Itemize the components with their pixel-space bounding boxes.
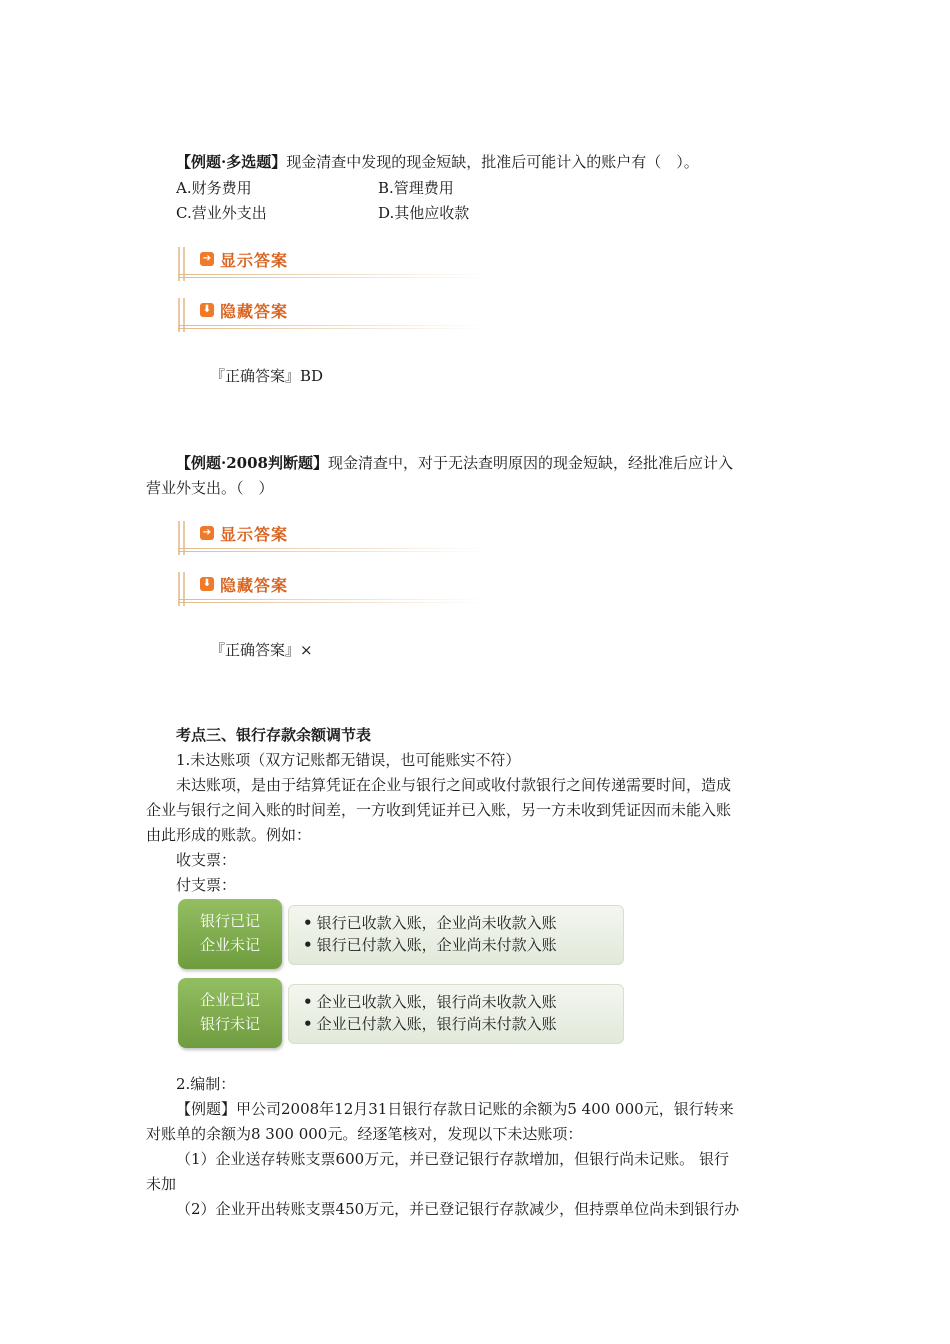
diagram-company-recorded — [178, 978, 624, 1048]
q1-option-b: B.管理费用 — [378, 179, 454, 197]
diagram-tag-line1: 企业已记 — [199, 991, 260, 1009]
compile-point1-line2: 未加 — [146, 1175, 177, 1193]
q1-hide-answer-button[interactable] — [178, 298, 488, 332]
q1-option-a: A.财务费用 — [176, 179, 252, 197]
q2-stem-line2: 营业外支出。（ ） — [146, 479, 274, 497]
arrow-right-icon: ➔ — [200, 252, 214, 266]
section-item1: 1.未达账项（双方记账都无错误，也可能账实不符） — [176, 751, 521, 769]
q2-stem-line1: 【例题·2008判断题】现金清查中，对于无法查明原因的现金短缺，经批准后应计入 — [176, 454, 733, 472]
diagram-tag — [178, 978, 282, 1048]
section-para-line2: 企业与银行之间入账的时间差，一方收到凭证并已入账，另一方未收到凭证因而未能入账 — [146, 801, 732, 819]
section-heading: 考点三、银行存款余额调节表 — [176, 726, 372, 744]
q1-stem: 【例题·多选题】现金清查中发现的现金短缺，批准后可能计入的账户有（ ）。 — [176, 153, 699, 171]
q2-show-answer-label: 显示答案 — [220, 525, 289, 544]
diagram-bullet: 银行已收款入账，企业尚未收款入账 — [316, 914, 557, 932]
q2-hide-answer-label: 隐藏答案 — [220, 576, 289, 595]
compile-point2-line1: （2）企业开出转账支票450万元，并已登记银行存款减少，但持票单位尚未到银行办 — [176, 1200, 740, 1218]
diagram-tag-line2: 企业未记 — [199, 936, 260, 954]
q2-hide-answer-button[interactable] — [178, 572, 488, 606]
pay-cheque-label: 付支票： — [176, 876, 237, 894]
diagram-tag-line2: 银行未记 — [199, 1015, 260, 1033]
bullet-icon: • — [303, 993, 313, 1011]
bullet-icon: • — [303, 936, 313, 954]
arrow-down-icon: ⬇ — [200, 577, 214, 591]
compile-point1-line1: （1）企业送存转账支票600万元，并已登记银行存款增加，但银行尚未记账。 银行 — [176, 1150, 729, 1168]
arrow-right-icon: ➔ — [200, 526, 214, 540]
q1-show-answer-button[interactable] — [178, 247, 488, 281]
diagram-tag-line1: 银行已记 — [199, 912, 260, 930]
section-para-line1: 未达账项，是由于结算凭证在企业与银行之间或收付款银行之间传递需要时间，造成 — [176, 776, 732, 794]
arrow-down-icon: ⬇ — [200, 303, 214, 317]
compile-item2: 2.编制： — [176, 1075, 236, 1093]
q2-show-answer-button[interactable] — [178, 521, 488, 555]
diagram-bullet: 企业已付款入账，银行尚未付款入账 — [316, 1015, 557, 1033]
diagram-bullets — [288, 984, 624, 1044]
compile-example-line2: 对账单的余额为8 300 000元。经逐笔核对，发现以下未达账项： — [146, 1125, 583, 1143]
q1-answer: 『正确答案』BD — [210, 367, 324, 385]
q1-show-answer-label: 显示答案 — [220, 251, 289, 270]
q1-hide-answer-label: 隐藏答案 — [220, 302, 289, 321]
receive-cheque-label: 收支票： — [176, 851, 237, 869]
q2-answer: 『正确答案』× — [210, 641, 313, 659]
bullet-icon: • — [303, 914, 313, 932]
compile-example-line1: 【例题】甲公司2008年12月31日银行存款日记账的余额为5 400 000元，银行转来 — [176, 1100, 734, 1118]
bullet-icon: • — [303, 1015, 313, 1033]
q1-option-c: C.营业外支出 — [176, 204, 267, 222]
section-para-line3: 由此形成的账款。例如： — [146, 826, 312, 844]
diagram-bullet: 银行已付款入账，企业尚未付款入账 — [316, 936, 557, 954]
diagram-bank-recorded — [178, 899, 624, 969]
q1-option-d: D.其他应收款 — [378, 204, 470, 222]
diagram-tag — [178, 899, 282, 969]
diagram-bullet: 企业已收款入账，银行尚未收款入账 — [316, 993, 557, 1011]
diagram-bullets — [288, 905, 624, 965]
